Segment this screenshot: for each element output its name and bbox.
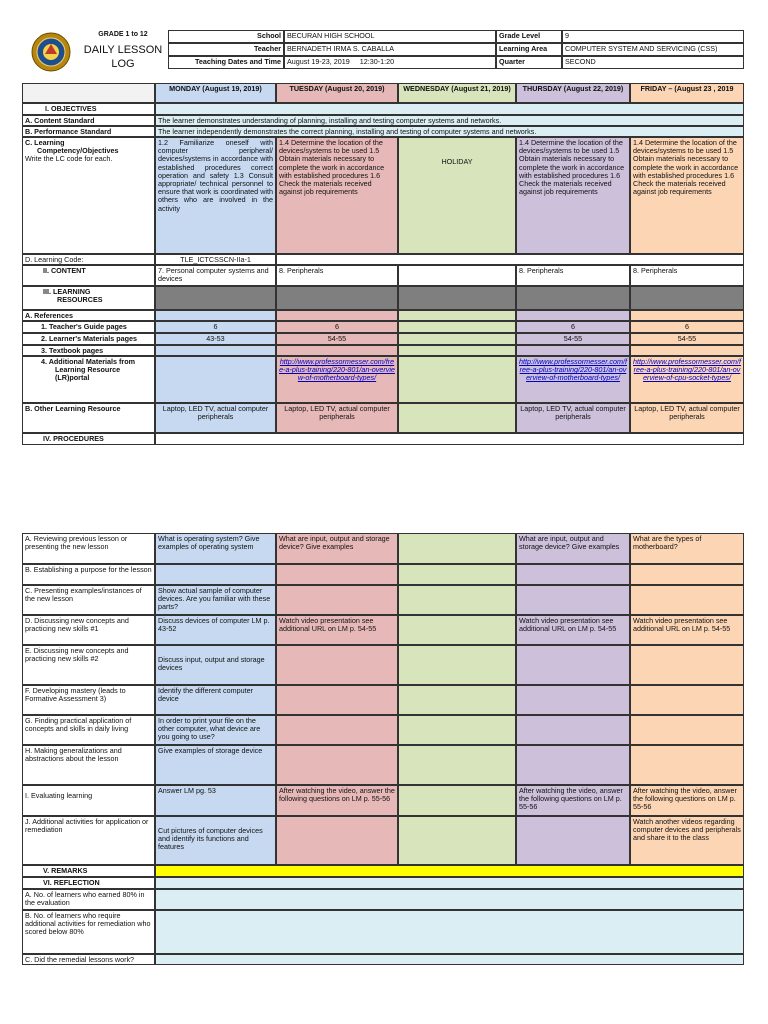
ref-fri [630,310,744,321]
proc-g-monday: In order to print your file on the other computer, what device are you going to use? [155,715,276,745]
dates-value: August 19-23, 2019 12:30-1:20 [284,56,496,69]
proc-h-friday [630,745,744,785]
tg-monday: 6 [155,321,276,333]
day-header-blank [22,83,155,103]
lm-wednesday [398,333,516,345]
additional-thursday-link[interactable] [516,356,630,403]
proc-h-label: H. Making generalizations and abstractions about the lesson [22,745,155,785]
proc-b-friday [630,564,744,585]
content-tuesday: 8. Peripherals [276,265,398,286]
other-tuesday: Laptop, LED TV, actual computer peripherals [276,403,398,433]
competency-tuesday: 1.4 Determine the location of the devices/systems to be used 1.5 Obtain materials necessary to complete the work in accordance with established procedures 1.6 Check the materials received against job requirements [276,137,398,254]
proc-d-wednesday [398,615,516,645]
proc-a-label: A. Reviewing previous lesson or presenting the new lesson [22,533,155,564]
school-value: BECURAN HIGH SCHOOL [284,30,496,43]
proc-b-tuesday [276,564,398,585]
proc-b-label: B. Establishing a purpose for the lesson [22,564,155,585]
proc-e-wednesday [398,645,516,685]
other-wednesday [398,403,516,433]
proc-c-label: C. Presenting examples/instances of the new lesson [22,585,155,615]
proc-c-monday: Show actual sample of computer devices. Are you familiar with these parts? [155,585,276,615]
proc-b-monday [155,564,276,585]
reflection-fill [155,877,744,889]
learning-area-value: COMPUTER SYSTEM AND SERVICING (CSS) [562,43,744,56]
additional-tuesday-link[interactable] [276,356,398,403]
content-standard-label: A. Content Standard [22,115,155,126]
content-friday: 8. Peripherals [630,265,744,286]
other-thursday: Laptop, LED TV, actual computer peripherals [516,403,630,433]
proc-h-wednesday [398,745,516,785]
proc-j-label: J. Additional activities for application or remediation [22,816,155,865]
title-line1: DAILY LESSON [83,44,163,56]
proc-b-wednesday [398,564,516,585]
learning-area-label: Learning Area [496,43,562,56]
proc-i-friday: After watching the video, answer the following questions on LM p. 55-56 [630,785,744,816]
lm-thursday: 54-55 [516,333,630,345]
proc-c-tuesday [276,585,398,615]
textbook-label: 3. Textbook pages [22,345,155,356]
proc-c-wednesday [398,585,516,615]
quarter-value: SECOND [562,56,744,69]
remarks-heading: V. REMARKS [22,865,155,877]
am-line3: (LR)portal [55,373,90,383]
competency-wednesday: HOLIDAY [398,137,516,254]
learning-competency-label [22,137,155,254]
procedures-fill [155,433,744,445]
tb-wed [398,345,516,356]
proc-j-thursday [516,816,630,865]
school-label: School [168,30,284,43]
additional-friday-link[interactable] [630,356,744,403]
competency-friday: 1.4 Determine the location of the devices/systems to be used 1.5 Obtain materials necessary to complete the work in accordance with established procedures 1.6 Check the materials received against job requirements [630,137,744,254]
lc-line1: C. Learning [25,138,65,147]
tg-thursday: 6 [516,321,630,333]
proc-h-tuesday [276,745,398,785]
day-wednesday: WEDNESDAY (August 21, 2019) [398,83,516,103]
am-wed [398,356,516,403]
lc-line2: Competency/Objectives [37,146,119,156]
proc-d-label: D. Discussing new concepts and practicing new skills #1 [22,615,155,645]
proc-g-friday [630,715,744,745]
content-label: II. CONTENT [22,265,155,286]
ref-mon [155,310,276,321]
day-tuesday: TUESDAY (August 20, 2019) [276,83,398,103]
proc-i-wednesday [398,785,516,816]
objectives-fill [155,103,744,115]
proc-e-thursday [516,645,630,685]
procedures-heading: IV. PROCEDURES [22,433,155,445]
reflection-a-label: A. No. of learners who earned 80% in the evaluation [22,889,155,910]
lr-gray-fri [630,286,744,310]
proc-c-friday [630,585,744,615]
proc-d-friday: Watch video presentation see additional URL on LM p. 54-55 [630,615,744,645]
additional-materials-label [22,356,155,403]
tb-thu [516,345,630,356]
learning-code-label: D. Learning Code: [22,254,155,265]
teacher-value: BERNADETH IRMA S. CABALLA [284,43,496,56]
day-monday: MONDAY (August 19, 2019) [155,83,276,103]
tb-mon [155,345,276,356]
day-thursday: THURSDAY (August 22, 2019) [516,83,630,103]
proc-e-monday: Discuss input, output and storage devices [155,645,276,685]
proc-g-label: G. Finding practical application of concepts and skills in daily living [22,715,155,745]
grade-level-label: Grade Level [496,30,562,43]
other-monday: Laptop, LED TV, actual computer peripherals [155,403,276,433]
proc-e-label: E. Discussing new concepts and practicing new skills #2 [22,645,155,685]
proc-f-label: F. Developing mastery (leads to Formative Assessment 3) [22,685,155,715]
grade-range: GRADE 1 to 12 [98,31,148,38]
learning-resources-label [22,286,155,310]
content-standard-text: The learner demonstrates understanding of planning, installing and testing computer systems and networks. [155,115,744,126]
proc-e-tuesday [276,645,398,685]
proc-d-thursday: Watch video presentation see additional URL on LM p. 54-55 [516,615,630,645]
proc-f-monday: Identify the different computer device [155,685,276,715]
proc-i-tuesday: After watching the video, answer the following questions on LM p. 55-56 [276,785,398,816]
lr-line2: RESOURCES [57,295,103,305]
proc-b-thursday [516,564,630,585]
lc-line3: Write the LC code for each. [25,154,113,164]
proc-g-thursday [516,715,630,745]
lm-pages-label: 2. Learner's Materials pages [22,333,155,345]
lr-gray-tue [276,286,398,310]
tg-tuesday: 6 [276,321,398,333]
proc-j-friday: Watch another videos regarding computer devices and peripherals and share it to the class [630,816,744,865]
learning-code-blank [276,254,744,265]
ref-thu [516,310,630,321]
proc-e-friday [630,645,744,685]
references-label: A. References [22,310,155,321]
proc-d-monday: Discuss devices of computer LM p. 43-52 [155,615,276,645]
lr-gray-mon [155,286,276,310]
competency-thursday: 1.4 Determine the location of the devices/systems to be used 1.5 Obtain materials necessary to complete the work in accordance with established procedures 1.6 Check the materials received against job requirements [516,137,630,254]
proc-i-thursday: After watching the video, answer the following questions on LM p. 55-56 [516,785,630,816]
reflection-c-field[interactable] [155,954,744,965]
content-thursday: 8. Peripherals [516,265,630,286]
proc-f-wednesday [398,685,516,715]
lr-line1: III. LEARNING [43,287,91,296]
quarter-label: Quarter [496,56,562,69]
reflection-c-label: C. Did the remedial lessons work? [22,954,155,965]
tg-friday: 6 [630,321,744,333]
proc-a-tuesday: What are input, output and storage device? Give examples [276,533,398,564]
other-resource-label: B. Other Learning Resource [22,403,155,433]
proc-a-friday: What are the types of motherboard? [630,533,744,564]
proc-f-thursday [516,685,630,715]
lm-tuesday: 54-55 [276,333,398,345]
reflection-b-field[interactable] [155,910,744,954]
content-wednesday [398,265,516,286]
proc-i-label: I. Evaluating learning [22,785,155,816]
learning-code-value: TLE_ICTCSSCN-IIa-1 [155,254,276,265]
competency-monday: 1.2 Familiarize oneself with computer peripheral/ devices/systems in accordance with established procedures correct operation and safety 1.3 Consult appropriate/ technical personnel to ensure that work is coordinated with others who are involved in the activity [155,137,276,254]
proc-d-tuesday: Watch video presentation see additional URL on LM p. 54-55 [276,615,398,645]
add-thu-link-text[interactable]: http://www.professormesser.com/free-a-plus-training/220-801/an-overview-of-motherboard-types/ [519,357,627,383]
ref-tue [276,310,398,321]
tb-fri [630,345,744,356]
proc-i-monday: Answer LM pg. 53 [155,785,276,816]
grade-level-value: 9 [562,30,744,43]
dates-label: Teaching Dates and Time [168,56,284,69]
lm-friday: 54-55 [630,333,744,345]
proc-f-friday [630,685,744,715]
proc-h-thursday [516,745,630,785]
other-friday: Laptop, LED TV, actual computer peripherals [630,403,744,433]
proc-h-monday: Give examples of storage device [155,745,276,785]
lr-gray-thu [516,286,630,310]
am-line1: 4. Additional Materials from [41,357,135,366]
content-monday: 7. Personal computer systems and devices [155,265,276,286]
deped-seal-logo [31,32,71,72]
lr-gray-wed [398,286,516,310]
proc-j-tuesday [276,816,398,865]
proc-a-monday: What is operating system? Give examples of operating system [155,533,276,564]
proc-c-thursday [516,585,630,615]
reflection-b-label: B. No. of learners who require additional activities for remediation who scored below 80% [22,910,155,954]
lm-monday: 43-53 [155,333,276,345]
proc-g-tuesday [276,715,398,745]
proc-a-wednesday [398,533,516,564]
add-fri-link-text[interactable]: http://www.professormesser.com/free-a-plus-training/220-801/an-overview-of-cpu-socket-types/ [633,357,741,383]
teacher-label: Teacher [168,43,284,56]
tg-pages-label: 1. Teacher's Guide pages [22,321,155,333]
am-line2: Learning Resource [55,365,121,375]
am-mon [155,356,276,403]
objectives-heading: I. OBJECTIVES [22,103,155,115]
ref-wed [398,310,516,321]
reflection-a-field[interactable] [155,889,744,910]
proc-f-tuesday [276,685,398,715]
tb-tue [276,345,398,356]
title-line2: LOG [111,58,135,70]
performance-standard-text: The learner independently demonstrates the correct planning, installing and testing of computer systems and networks. [155,126,744,137]
proc-j-wednesday [398,816,516,865]
add-tue-link-text[interactable]: http://www.professormesser.com/free-a-plus-training/220-801/an-overview-of-motherboard-types/ [279,357,395,383]
proc-j-monday: Cut pictures of computer devices and identify its functions and features [155,816,276,865]
day-friday: FRIDAY – (August 23 , 2019 [630,83,744,103]
remarks-field[interactable] [155,865,744,877]
performance-standard-label: B. Performance Standard [22,126,155,137]
proc-g-wednesday [398,715,516,745]
reflection-heading: VI. REFLECTION [22,877,155,889]
proc-a-thursday: What are input, output and storage device? Give examples [516,533,630,564]
tg-wednesday [398,321,516,333]
